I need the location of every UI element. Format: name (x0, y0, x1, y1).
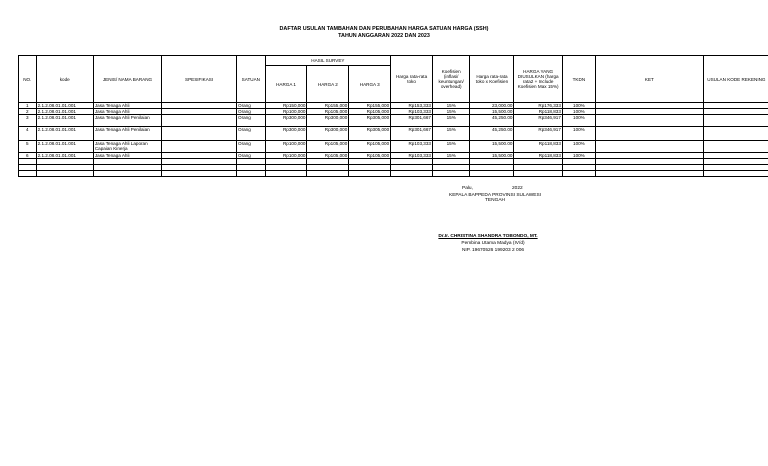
cell-tkdn: 100% (562, 153, 595, 159)
cell-usul: Rp176,333 (514, 103, 562, 109)
header-kode: kode (36, 56, 93, 103)
cell-no: 6 (19, 153, 37, 159)
cell-tkdn: 100% (562, 141, 595, 153)
signature-city: Palu, (462, 186, 473, 191)
empty-cell (19, 171, 37, 177)
cell-koef: 15% (432, 153, 469, 159)
empty-cell (595, 171, 703, 177)
cell-h2: Rp105,000 (307, 141, 349, 153)
cell-no: 5 (19, 141, 37, 153)
cell-satuan: Orang (237, 115, 266, 127)
cell-h2: Rp155,000 (307, 103, 349, 109)
cell-jenis: Jasa Tenaga Ahli Laporan Capaian Kinerja (93, 141, 161, 153)
cell-ratax: 45,250.00 (470, 115, 514, 127)
cell-tkdn: 100% (562, 103, 595, 109)
empty-cell (349, 171, 391, 177)
cell-kode: 2.1.2.08.01.01.001 (36, 109, 93, 115)
cell-usul: Rp346,917 (514, 127, 562, 141)
table-row (19, 115, 768, 127)
signature-role: KEPALA BAPPEDA PROVINSI SULAWESI TENGAH (449, 193, 541, 203)
header-usulan: USULAN KODE REKENING (703, 56, 768, 103)
header-koefisien: Koefisien (inflasi/ keuntungan/ overhead) (432, 56, 469, 103)
cell-no: 3 (19, 115, 37, 127)
cell-jenis: Jasa Tenaga Ahli (93, 153, 161, 159)
cell-h1: Rp100,000 (265, 153, 307, 159)
cell-koef: 15% (432, 141, 469, 153)
cell-ratax: 23,000.00 (470, 103, 514, 109)
cell-h1: Rp100,000 (265, 109, 307, 115)
signature-name: Dr.Ir. CHRISTINA SHANDRA TOBONDO, MT. (438, 234, 538, 239)
cell-ket (595, 115, 703, 127)
cell-h2: Rp300,000 (307, 127, 349, 141)
header-harga3: HARGA 3 (349, 66, 391, 103)
cell-h1: Rp100,000 (265, 141, 307, 153)
cell-ratax: 45,250.00 (470, 127, 514, 141)
cell-h3: Rp105,000 (349, 141, 391, 153)
header-harga2: HARGA 2 (307, 66, 349, 103)
empty-row (19, 171, 768, 177)
cell-rata: Rp103,333 (391, 141, 433, 153)
cell-satuan: Orang (237, 153, 266, 159)
empty-cell (514, 171, 562, 177)
signature-rank: Pembina Utama Madya (IV/d) (461, 241, 525, 246)
cell-usulan (703, 141, 768, 153)
header-hasil-survey: HASIL SURVEY (265, 56, 391, 66)
document-title: DAFTAR USULAN TAMBAHAN DAN PERUBAHAN HARGA SATUAN HARGA (SSH) (279, 26, 489, 32)
cell-h1: Rp300,000 (265, 115, 307, 127)
table-row (19, 141, 768, 153)
cell-h1: Rp150,000 (265, 103, 307, 109)
cell-jenis: Jasa Tenaga Ahli (93, 103, 161, 109)
cell-kode: 2.1.2.08.01.01.001 (36, 127, 93, 141)
cell-rata: Rp153,333 (391, 103, 433, 109)
table-row (19, 127, 768, 141)
cell-h3: Rp105,000 (349, 109, 391, 115)
cell-koef: 15% (432, 103, 469, 109)
cell-h3: Rp305,000 (349, 127, 391, 141)
empty-cell (470, 171, 514, 177)
header-harga1: HARGA 1 (265, 66, 307, 103)
cell-usul: Rp346,917 (514, 115, 562, 127)
empty-cell (93, 171, 161, 177)
cell-usulan (703, 127, 768, 141)
cell-koef: 15% (432, 109, 469, 115)
signature-year: 2022 (512, 186, 523, 191)
empty-cell (265, 171, 307, 177)
empty-cell (432, 171, 469, 177)
cell-usul: Rp118,833 (514, 109, 562, 115)
header-harga-usul: HARGA YANG DIUSULKAN (harga rata2 + Include Koefisien Max 15%) (514, 56, 562, 103)
cell-satuan: Orang (237, 109, 266, 115)
cell-ratax: 15,500.00 (470, 153, 514, 159)
cell-tkdn: 100% (562, 115, 595, 127)
empty-cell (307, 171, 349, 177)
cell-no: 4 (19, 127, 37, 141)
cell-kode: 2.1.2.08.01.01.001 (36, 153, 93, 159)
cell-ratax: 15,500.00 (470, 109, 514, 115)
header-tkdn: TKDN (562, 56, 595, 103)
table-body (19, 103, 768, 177)
cell-kode: 2.1.2.08.01.01.001 (36, 115, 93, 127)
cell-no: 1 (19, 103, 37, 109)
header-spesifikasi: SPESIFIKASI (162, 56, 237, 103)
cell-h3: Rp155,000 (349, 103, 391, 109)
cell-no: 2 (19, 109, 37, 115)
cell-satuan: Orang (237, 127, 266, 141)
cell-usulan (703, 115, 768, 127)
empty-cell (237, 171, 266, 177)
header-no: NO. (19, 56, 37, 103)
cell-ket (595, 141, 703, 153)
cell-spesifikasi (162, 127, 237, 141)
cell-ratax: 15,500.00 (470, 141, 514, 153)
header-ket: KET (595, 56, 703, 103)
cell-jenis: Jasa Tenaga Ahli Penilaian (93, 115, 161, 127)
cell-h1: Rp300,000 (265, 127, 307, 141)
ssh-table (18, 55, 768, 177)
cell-satuan: Orang (237, 103, 266, 109)
cell-rata: Rp103,333 (391, 109, 433, 115)
cell-usul: Rp118,833 (514, 141, 562, 153)
cell-spesifikasi (162, 115, 237, 127)
document-subtitle: TAHUN ANGGARAN 2022 DAN 2023 (338, 33, 430, 39)
empty-cell (162, 171, 237, 177)
cell-kode: 2.1.2.08.01.01.001 (36, 103, 93, 109)
empty-cell (562, 171, 595, 177)
cell-koef: 15% (432, 115, 469, 127)
cell-rata: Rp301,667 (391, 115, 433, 127)
cell-h2: Rp105,000 (307, 109, 349, 115)
cell-jenis: Jasa Tenaga Ahli Penilaian (93, 127, 161, 141)
cell-jenis: Jasa Tenaga Ahli (93, 109, 161, 115)
empty-cell (703, 171, 768, 177)
signature-nip: NIP. 19670526 199203 2 006 (461, 248, 525, 253)
empty-cell (36, 171, 93, 177)
header-rata-x: Harga rata-rata toko x Koefisien (470, 56, 514, 103)
cell-h3: Rp305,000 (349, 115, 391, 127)
header-jenis: JENIS/ NAMA BARANG (93, 56, 161, 103)
cell-h3: Rp105,000 (349, 153, 391, 159)
cell-spesifikasi (162, 141, 237, 153)
cell-satuan: Orang (237, 141, 266, 153)
cell-usul: Rp118,833 (514, 153, 562, 159)
cell-h2: Rp300,000 (307, 115, 349, 127)
header-rata: Harga rata-rata toko (391, 56, 433, 103)
cell-rata: Rp301,667 (391, 127, 433, 141)
cell-h2: Rp105,000 (307, 153, 349, 159)
empty-cell (391, 171, 433, 177)
cell-rata: Rp103,333 (391, 153, 433, 159)
cell-kode: 2.1.2.08.01.01.001 (36, 141, 93, 153)
cell-tkdn: 100% (562, 127, 595, 141)
cell-koef: 15% (432, 127, 469, 141)
cell-tkdn: 100% (562, 109, 595, 115)
header-satuan: SATUAN (237, 56, 266, 103)
cell-ket (595, 127, 703, 141)
